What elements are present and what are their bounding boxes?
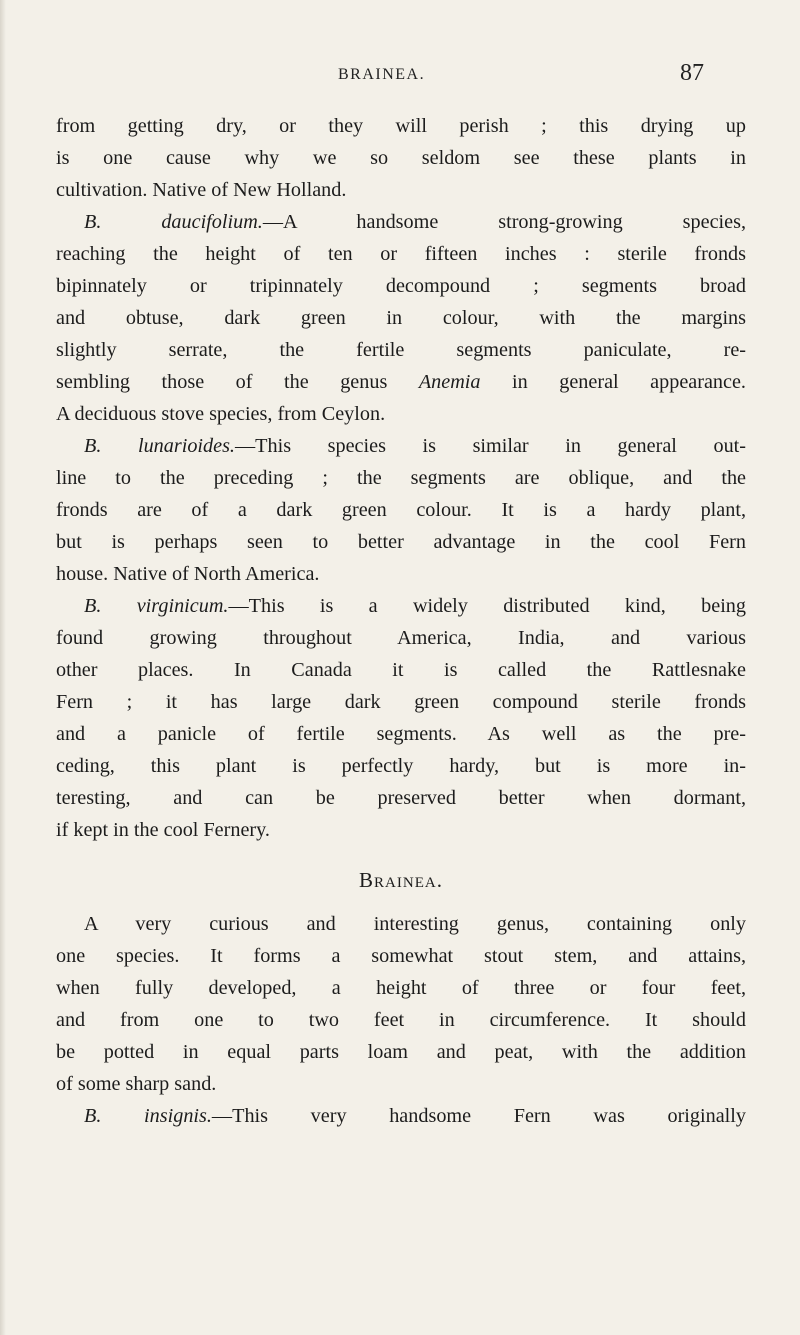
species-description: —This is a widely distributed kind, being <box>228 595 746 617</box>
species-entry-lunarioides <box>56 430 746 462</box>
page-edge-shadow <box>0 0 6 1335</box>
text-fragment: sembling those of the genus <box>56 371 419 393</box>
text-line: and from one to two feet in circumference. It should <box>56 1009 746 1031</box>
text-line: is one cause why we so seldom see these plants in <box>56 147 746 169</box>
text-line <box>56 366 746 398</box>
species-description: —This species is similar in general out- <box>234 435 746 457</box>
text-fragment: in general appearance. <box>480 371 746 393</box>
section-heading: Brainea. <box>359 868 443 892</box>
text-line: house. Native of North America. <box>56 563 320 585</box>
species-name: B. insignis. <box>84 1105 212 1127</box>
text-line: line to the preceding ; the segments are oblique, and the <box>56 467 746 489</box>
text-line: when fully developed, a height of three or four feet, <box>56 977 746 999</box>
text-line: A deciduous stove species, from Ceylon. <box>56 403 386 425</box>
body-text <box>56 110 746 1132</box>
text-line: other places. In Canada it is called the Rattlesnake <box>56 659 746 681</box>
text-line: if kept in the cool Fernery. <box>56 819 270 841</box>
running-title: BRAINEA. <box>338 66 426 83</box>
text-line: and a panicle of fertile segments. As well as the pre- <box>56 723 746 745</box>
text-line: ceding, this plant is perfectly hardy, but is more in- <box>56 755 746 777</box>
species-entry-daucifolium <box>56 206 746 238</box>
genus-name: Anemia <box>418 371 481 393</box>
species-name: B. lunarioides. <box>84 435 235 457</box>
text-line: bipinnately or tripinnately decompound ; segments broad <box>56 275 746 297</box>
text-line: cultivation. Native of New Holland. <box>56 179 347 201</box>
species-description: —This very handsome Fern was originally <box>211 1105 746 1127</box>
text-line: and obtuse, dark green in colour, with the margins <box>56 307 746 329</box>
text-line: teresting, and can be preserved better when dormant, <box>56 787 746 809</box>
text-line: be potted in equal parts loam and peat, with the addition <box>56 1041 746 1063</box>
species-name: B. virginicum. <box>84 595 229 617</box>
species-entry-insignis <box>56 1100 746 1132</box>
text-line: of some sharp sand. <box>56 1073 217 1095</box>
species-entry-virginicum <box>56 590 746 622</box>
species-description: —A handsome strong-growing species, <box>262 211 747 233</box>
page-number: 87 <box>680 60 704 86</box>
text-line: fronds are of a dark green colour. It is a hardy plant, <box>56 499 746 521</box>
text-line: reaching the height of ten or fifteen inches : sterile fronds <box>56 243 746 265</box>
text-line: Fern ; it has large dark green compound sterile fronds <box>56 691 746 713</box>
text-line: found growing throughout America, India, and various <box>56 627 746 649</box>
text-line: one species. It forms a somewhat stout stem, and attains, <box>56 945 746 967</box>
text-line: slightly serrate, the fertile segments paniculate, re- <box>56 339 746 361</box>
text-line: from getting dry, or they will perish ; this drying up <box>56 115 746 137</box>
species-name: B. daucifolium. <box>84 211 263 233</box>
text-line: A very curious and interesting genus, containing only <box>84 913 746 935</box>
text-line: but is perhaps seen to better advantage in the cool Fern <box>56 531 746 553</box>
